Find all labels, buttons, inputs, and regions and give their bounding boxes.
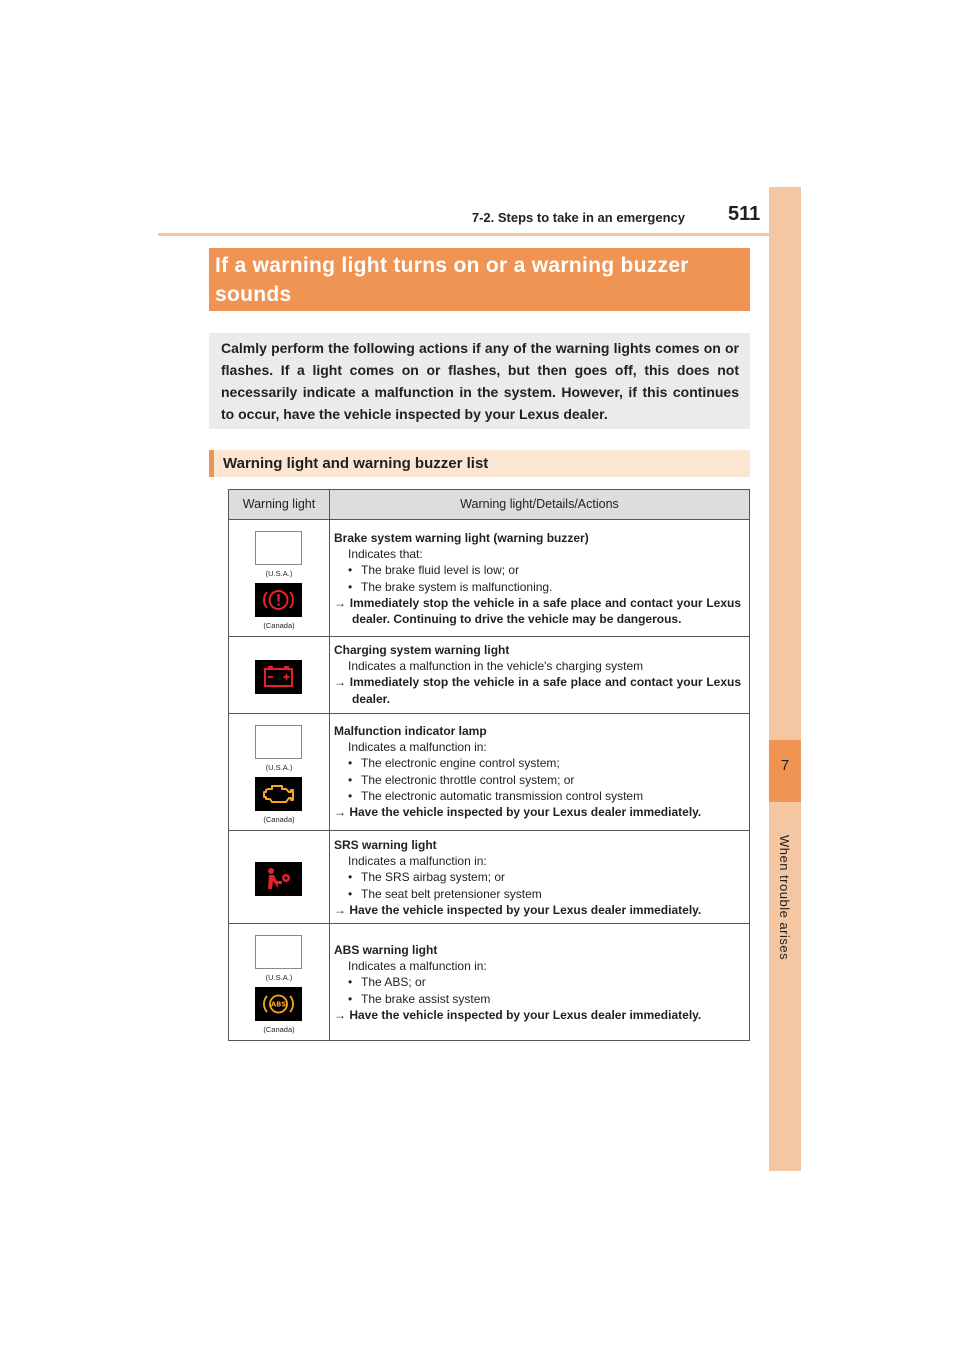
bullet-item: • The SRS airbag system; or <box>348 870 506 885</box>
action-text: → Have the vehicle inspected by your Lexus dealer immediately. <box>334 805 702 820</box>
bullet-item: • The ABS; or <box>348 975 426 990</box>
intro-text: Calmly perform the following actions if any of the warning lights comes on or flashes. If a light comes on or flashes, but then goes off, this does not necessarily indicate a malfunction in the system. However, if this continues to occur, have the vehicle inspected by your Lexus dealer. <box>221 340 739 422</box>
table-header <box>229 490 749 520</box>
action-text: → Immediately stop the vehicle in a safe place and contact your Lexus dealer. <box>334 675 741 706</box>
region-label-usa: (U.S.A.) <box>265 569 293 578</box>
battery-icon <box>255 660 302 694</box>
row-details <box>334 723 741 820</box>
warning-name: ABS warning light <box>334 943 438 957</box>
brake-warning-icon <box>255 583 302 617</box>
page-number: 511 <box>728 203 761 225</box>
region-label-canada: (Canada) <box>263 1025 295 1034</box>
action-text: → Have the vehicle inspected by your Lexus dealer immediately. <box>334 1007 702 1022</box>
icon-cell <box>229 713 329 830</box>
chapter-number: 7 <box>780 757 790 774</box>
indicates-text: Indicates a malfunction in: <box>348 959 487 974</box>
chapter-side-tab <box>769 187 801 1171</box>
bullet-item: • The brake system is malfunctioning. <box>348 579 553 594</box>
bullet-item: • The brake fluid level is low; or <box>348 563 520 578</box>
indicates-text: Indicates a malfunction in: <box>348 740 487 755</box>
subheading-text: Warning light and warning buzzer list <box>223 455 489 472</box>
column-divider <box>329 490 330 1040</box>
table-row-brake <box>229 519 749 637</box>
bullet-item: • The electronic throttle control system; or <box>348 772 575 787</box>
section-header: 7-2. Steps to take in an emergency <box>471 210 685 225</box>
header-details: Warning light/Details/Actions <box>460 497 619 511</box>
title-banner <box>209 248 750 311</box>
icon-cell <box>229 519 329 636</box>
table-row-mil <box>229 713 749 831</box>
bullet-item: • The brake assist system <box>348 991 491 1006</box>
warning-name: Brake system warning light (warning buzzer) <box>334 531 589 545</box>
airbag-icon <box>255 862 302 896</box>
warning-light-table <box>228 489 750 1041</box>
icon-cell <box>229 636 329 713</box>
table-row-charging <box>229 636 749 714</box>
region-label-canada: (Canada) <box>263 621 295 630</box>
check-engine-icon <box>255 777 302 811</box>
chapter-label: When trouble arises <box>777 835 792 961</box>
icon-cell <box>229 830 329 923</box>
row-details <box>334 942 741 1023</box>
table-row-srs <box>229 830 749 924</box>
bullet-item: • The electronic automatic transmission control system <box>348 788 644 803</box>
header-rule <box>158 233 801 236</box>
intro-box <box>209 333 750 429</box>
warning-name: Malfunction indicator lamp <box>334 724 487 738</box>
bullet-item: • The electronic engine control system; <box>348 756 560 771</box>
bullet-item: • The seat belt pretensioner system <box>348 886 542 901</box>
abs-icon-text: ABS <box>270 1000 287 1009</box>
region-label-usa: (U.S.A.) <box>265 763 293 772</box>
usa-icon-placeholder <box>255 531 302 565</box>
warning-name: Charging system warning light <box>334 643 510 657</box>
header-warning-light: Warning light <box>242 497 316 511</box>
region-label-usa: (U.S.A.) <box>265 973 293 982</box>
usa-icon-placeholder <box>255 935 302 969</box>
page-title: If a warning light turns on or a warning buzzer sounds <box>215 254 689 306</box>
abs-icon <box>255 987 302 1021</box>
icon-cell <box>229 923 329 1040</box>
table-row-abs <box>229 923 749 1040</box>
action-text: → Immediately stop the vehicle in a safe place and contact your Lexus dealer. Continuing to drive the vehicle may be dangerous. <box>334 595 741 627</box>
row-details <box>334 642 741 707</box>
warning-name: SRS warning light <box>334 838 437 852</box>
indicates-text: Indicates a malfunction in: <box>348 854 487 869</box>
usa-icon-placeholder <box>255 725 302 759</box>
subheading-accent <box>209 450 214 477</box>
subheading-bar <box>209 450 750 477</box>
row-details <box>334 530 741 627</box>
region-label-canada: (Canada) <box>263 815 295 824</box>
indicates-text: Indicates that: <box>348 547 423 562</box>
action-text: → Have the vehicle inspected by your Lexus dealer immediately. <box>334 902 702 917</box>
indicates-text: Indicates a malfunction in the vehicle's charging system <box>348 659 644 674</box>
row-details <box>334 837 741 918</box>
